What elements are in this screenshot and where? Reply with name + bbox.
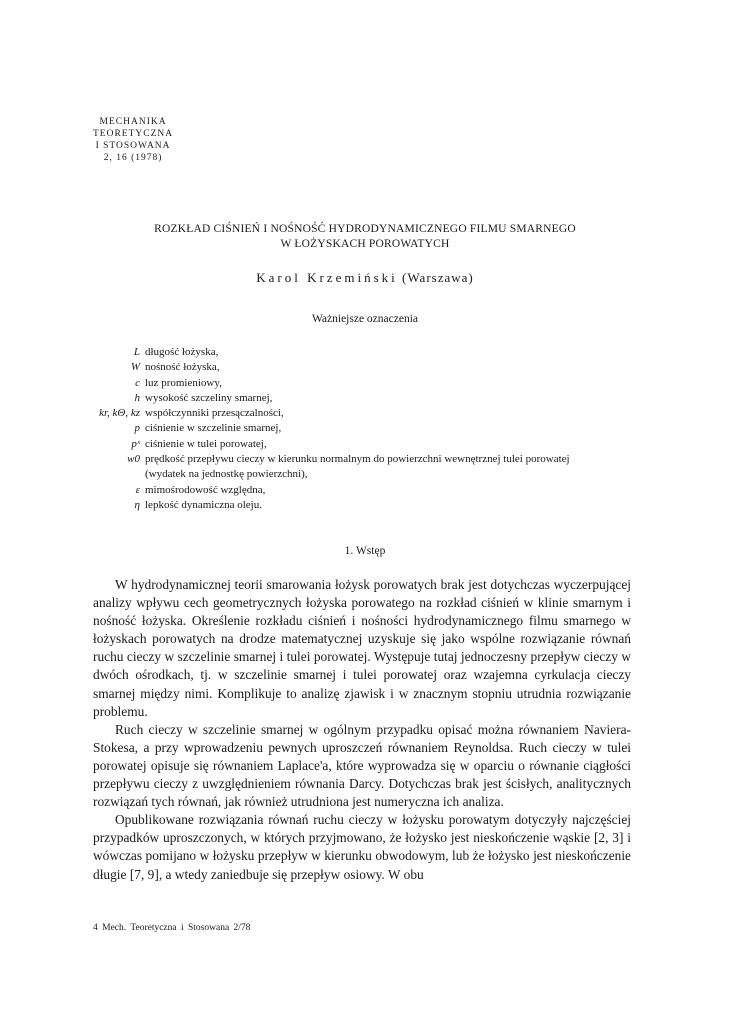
notation-description: nośność łożyska, <box>145 361 220 374</box>
journal-name-line1: MECHANIKA <box>99 117 167 127</box>
notation-description: długość łożyska, <box>145 346 219 358</box>
notation-symbol: c <box>135 376 140 389</box>
notation-description: lepkość dynamiczna oleju. <box>145 498 262 511</box>
notation-item <box>82 391 642 406</box>
author-name: Karol Krzemiński <box>256 270 398 285</box>
notation-item <box>82 467 642 482</box>
notation-symbol: pˣ <box>131 437 140 450</box>
paragraph: Ruch cieczy w szczelinie smarnej w ogólnym przypadku opisać można równaniem Naviera-Stokesa, a przy wprowadzeniu pewnych uproszczeń równaniem Reynoldsa. Ruch cieczy w tulei porowatej opisuje się równaniem Laplace'a, które wyprowadza się w oparciu o równanie ciągłości przepływu cieczy z uwzględnieniem równania Darcy. Dotychczas brak jest ścisłych, analitycznych rozwiązań tych równań, jak również utrudniona jest numeryczna ich analiza. <box>93 721 631 810</box>
notation-heading: Ważniejsze oznaczenia <box>311 313 418 325</box>
notation-item <box>82 406 642 421</box>
journal-name-line2: TEORETYCZNA <box>93 129 174 139</box>
author-affiliation: (Warszawa) <box>402 270 474 285</box>
notation-symbol: kr, kΘ, kz <box>99 407 140 420</box>
section-title: 1. Wstęp <box>344 545 386 557</box>
notation-symbol: h <box>134 391 140 404</box>
notation-symbol: ε <box>135 483 140 496</box>
notation-item <box>82 498 642 513</box>
notation-description: współczynniki przesączalności, <box>145 407 284 420</box>
notation-item <box>82 437 642 452</box>
notation-description: ciśnienie w tulei porowatej, <box>145 437 267 450</box>
notation-description: (wydatek na jednostkę powierzchni), <box>145 468 308 481</box>
notation-symbol: W <box>130 361 140 374</box>
paper-title <box>90 222 640 252</box>
journal-volume: 2, 16 (1978) <box>103 153 163 163</box>
notation-description: luz promieniowy, <box>145 376 222 389</box>
notation-item <box>82 376 642 391</box>
notation-item <box>82 421 642 436</box>
paper-title-line2: W ŁOŻYSKACH POROWATYCH <box>280 238 450 250</box>
author-line <box>90 270 640 286</box>
notation-symbol: p <box>134 422 140 435</box>
notation-item <box>82 452 642 467</box>
notation-item <box>82 483 642 498</box>
notation-description: wysokość szczeliny smarnej, <box>145 391 273 404</box>
notation-symbol <box>82 467 145 482</box>
notation-symbol: w0 <box>127 453 140 466</box>
notation-symbol: η <box>134 498 140 511</box>
page-footer: 4 Mech. Teoretyczna i Stosowana 2/78 <box>93 923 251 933</box>
notation-item <box>82 345 642 360</box>
journal-name-line3: I STOSOWANA <box>95 141 171 151</box>
notation-symbol: L <box>133 346 140 358</box>
paper-title-line1: ROZKŁAD CIŚNIEŃ I NOŚNOŚĆ HYDRODYNAMICZNEGO FILMU SMARNEGO <box>154 223 576 235</box>
journal-header <box>93 116 173 164</box>
notation-item <box>82 360 642 375</box>
paragraph: Opublikowane rozwiązania równań ruchu cieczy w łożysku porowatym dotyczyły najczęściej przypadków uproszczonych, w których przyjmowano, że łożysko jest nieskończenie wąskie [2, 3] i wówczas pomijano w łożysku przepływ w kierunku obwodowym, lub że łożysko jest nieskończenie długie [7, 9], a wtedy zaniedbuje się przepływ osiowy. W obu <box>93 812 631 882</box>
body-text <box>93 576 631 884</box>
notation-description: prędkość przepływu cieczy w kierunku normalnym do powierzchni wewnętrznej tulei porowatej <box>145 453 570 466</box>
paragraph: W hydrodynamicznej teorii smarowania łożysk porowatych brak jest dotychczas wyczerpującej analizy wpływu cech geometrycznych łożyska porowatego na rozkład ciśnień w klinie smarnym i nośność łożyska. Określenie rozkładu ciśnień i nośności hydrodynamicznego filmu smarnego w łożyskach porowatych na drodze matematycznej uzyskuje się jako wspólne rozwiązanie równań ruchu cieczy w szczelinie smarnej i tulei porowatej. Występuje tutaj jednoczesny przepływ cieczy w dwóch ośrodkach, tj. w szczelinie smarnej i tulei porowatej oraz wzajemna cyrkulacja cieczy smarnej między nimi. Komplikuje to analizę zjawisk i w znacznym stopniu utrudnia rozwiązanie problemu. <box>93 577 631 719</box>
notation-description: ciśnienie w szczelinie smarnej, <box>145 422 282 435</box>
notation-list <box>82 345 642 513</box>
notation-description: mimośrodowość względna, <box>145 483 266 496</box>
